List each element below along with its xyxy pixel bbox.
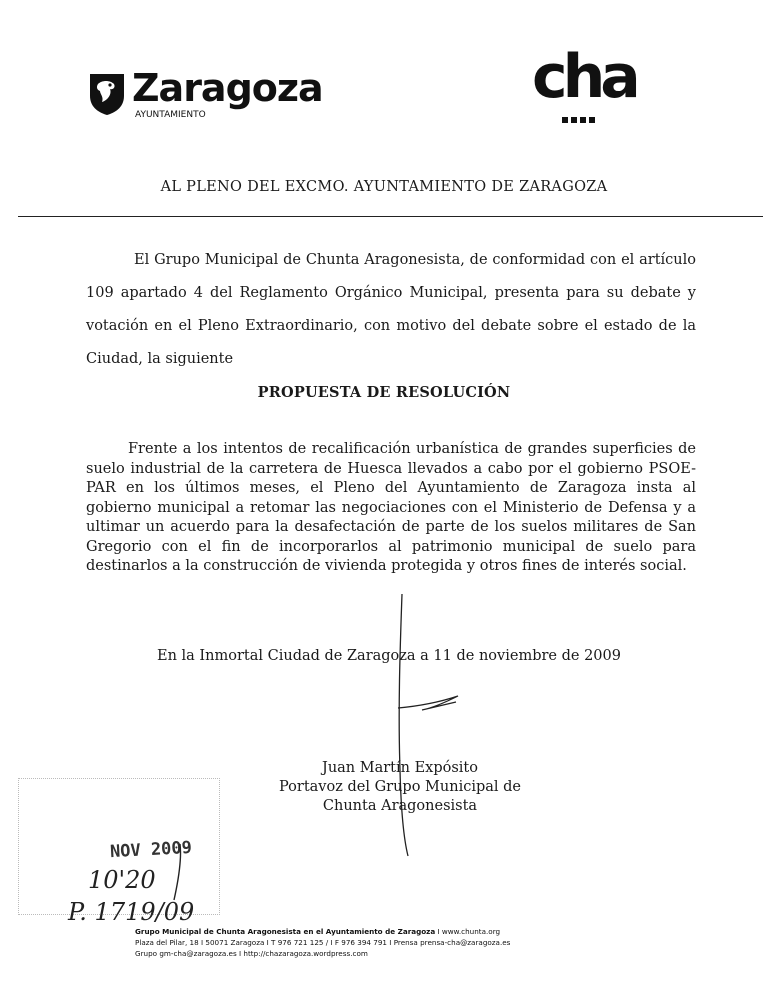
footer-group: Grupo Municipal de Chunta Aragonesista en el Ayuntamiento de Zaragoza bbox=[135, 927, 436, 936]
footer-contact: Grupo gm-cha@zaragoza.es I http://chazaragoza.wordpress.com bbox=[135, 949, 368, 958]
signature-block bbox=[230, 759, 570, 816]
zaragoza-logo bbox=[88, 66, 323, 130]
proposal-title: PROPUESTA DE RESOLUCIÓN bbox=[257, 384, 511, 401]
party-logo-text: cha bbox=[532, 42, 636, 112]
place-date: En la Inmortal Ciudad de Zaragoza a 11 de noviembre de 2009 bbox=[157, 648, 621, 664]
handwritten-registry-number bbox=[30, 760, 280, 930]
signatory-role: Portavoz del Grupo Municipal de bbox=[278, 779, 521, 795]
divider bbox=[18, 216, 763, 217]
handwritten-reference: P. 1719/09 bbox=[68, 898, 195, 926]
handwritten-time: 10'20 bbox=[88, 866, 156, 894]
city-subtitle: AYUNTAMIENTO bbox=[135, 110, 206, 120]
city-name: Zaragoza bbox=[132, 66, 323, 110]
party-logo-bars bbox=[562, 117, 595, 123]
footer-web: I www.chunta.org bbox=[435, 927, 501, 936]
stamp-date: NOV 2009 bbox=[109, 837, 193, 863]
signatory-name: Juan Martín Expósito bbox=[322, 760, 478, 776]
footer bbox=[135, 926, 510, 959]
addressee: AL PLENO DEL EXCMO. AYUNTAMIENTO DE ZARAGOZA bbox=[160, 179, 608, 195]
intro-paragraph: El Grupo Municipal de Chunta Aragonesista, de conformidad con el artículo 109 apartado 4 del Reglamento Orgánico Municipal, presenta para su debate y votación en el Pleno Extraordinario, con motivo del debate sobre el estado de la Ciudad, la siguiente bbox=[86, 252, 696, 367]
footer-address: Plaza del Pilar, 18 I 50071 Zaragoza I T 976 721 125 / I F 976 394 791 I Prensa prensa-cha@zaragoza.es bbox=[135, 938, 511, 947]
cha-logo bbox=[532, 42, 672, 126]
signature-mark bbox=[360, 590, 500, 860]
lion-shield-icon bbox=[88, 72, 126, 116]
signatory-group: Chunta Aragonesista bbox=[322, 798, 478, 814]
resolution-paragraph: Frente a los intentos de recalificación urbanística de grandes superficies de suelo industrial de la carretera de Huesca llevados a cabo por el gobierno PSOE-PAR en los últimos meses, el Pleno del Ayuntamiento de Zaragoza insta al gobierno municipal a retomar las negociaciones con el Ministerio de Defensa y a ultimar un acuerdo para la desafectación de parte de los suelos militares de San Gregorio con el fin de incorporarlos al patrimonio municipal de suelo para destinarlos a la construcción de vivienda protegida y otros fines de interés social. bbox=[86, 441, 696, 574]
